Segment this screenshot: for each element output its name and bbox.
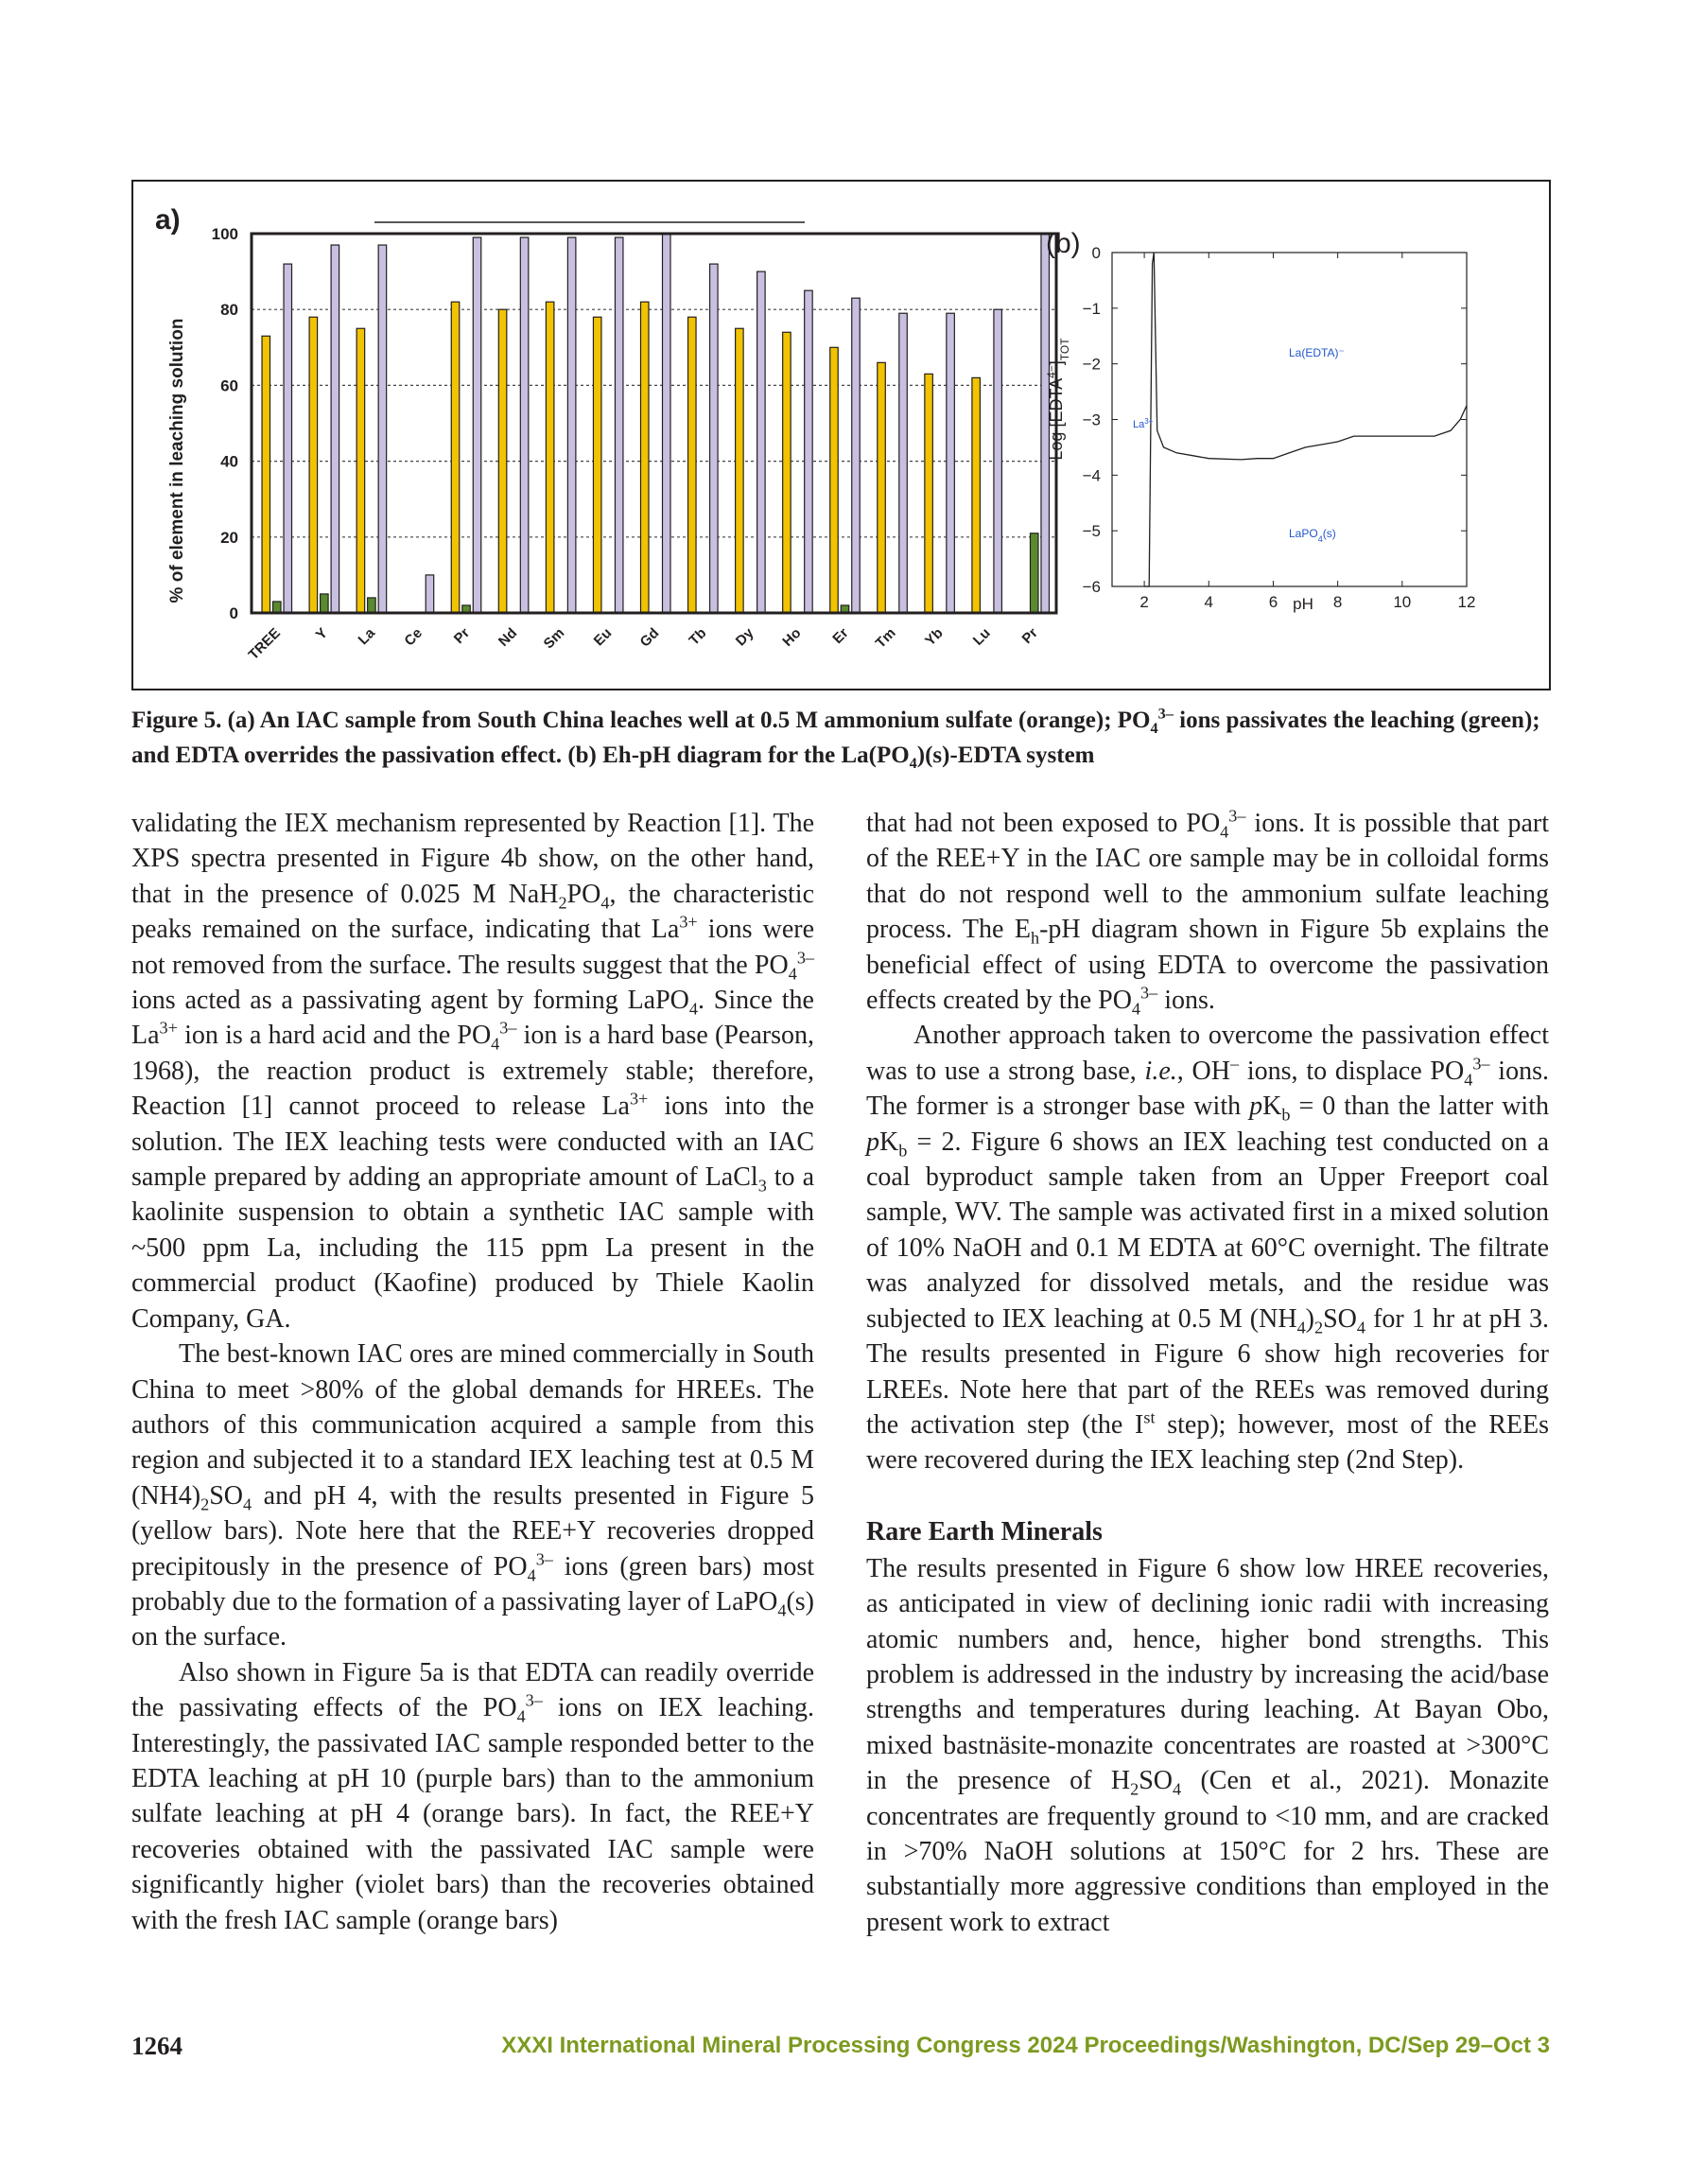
bar-orange [878, 362, 886, 613]
y-tick-label: 0 [1091, 244, 1101, 262]
x-tick-label: 8 [1332, 593, 1343, 611]
x-tick-label: La [355, 624, 378, 649]
x-tick-label: Pr [1018, 624, 1041, 648]
panel-a-label: a) [155, 204, 181, 236]
paragraph: Another approach taken to overcome the passivation effect was to use a strong base, i.e., OH– ions, to displace $PO_4^{3-}$ ions. The former is a stronger base with $pK_b = 0$ than the latter with $pK_b = 2$. Figure 6 shows an IEX leaching test conducted on a coal byproduct sample taken from an Upper Freeport coal sample, WV. The sample was activated first in a mixed solution of 10% NaOH and 0.1 M EDTA at 60°C overnight. The filtrate was analyzed for dissolved metals, and the residue was subjected to IEX leaching at 0.5 M $(NH_4)_2SO_4$ for 1 hr at pH 3. The results presented in Figure 6 show high recoveries for LREEs. Note here that part of the REEs was removed during the activation step (the Ist step); however, most of the REEs were recovered during the IEX leaching step (2nd Step). [866, 1021, 1549, 1476]
bar-orange [498, 309, 507, 613]
y-tick-label: 0 [229, 604, 238, 622]
x-tick-label: 12 [1457, 593, 1476, 611]
paragraph: Also shown in Figure 5a is that EDTA can readily override the passivating effects of the $PO_4^{3-}$ ions on IEX leaching. Interestingly, the passivated IAC sample responded better to the EDTA leaching at pH 10 (purple bars) than to the ammonium sulfate leaching at pH 4 (orange bars). In fact, the REE+Y recoveries obtained with the passivated IAC sample were significantly higher (violet bars) than the recoveries obtained with the fresh IAC sample (orange bars) [131, 1657, 814, 1935]
paragraph: validating the IEX mechanism represented by Reaction [1]. The XPS spectra presented in Figure 4b show, on the other hand, that in the presence of 0.025 M $NaH_2PO_4$, the characteristic peaks remained on the surface, indicating that $La^{3+}$ ions were not removed from the surface. The results suggest that the $PO_4^{3-}$ ions acted as a passivating agent by forming LaPO$_4$. Since the $La^{3+}$ ion is a hard acid and the $PO_4^{3-}$ ion is a hard base (Pearson, 1968), the reaction product is extremely stable; therefore, Reaction [1] cannot proceed to release $La^{3+}$ ions into the solution. The IEX leaching tests were conducted with an IAC sample prepared by adding an appropriate amount of LaCl$_3$ to a kaolinite suspension to obtain a synthetic IAC sample with ~500 ppm La, including the 115 ppm La present in the commercial product (Kaofine) produced by Thiele Kaolin Company, GA. [131, 809, 815, 1334]
bar-purple [947, 313, 955, 613]
panel-b-la3-label: $La^{3+}$ [1133, 416, 1154, 430]
x-tick-label: Y [312, 624, 331, 643]
bar-purple [710, 264, 719, 613]
panel-a-bars [262, 234, 1049, 613]
x-tick-label: Lu [969, 624, 994, 649]
x-tick-label: Dy [732, 624, 757, 650]
bar-purple [615, 237, 623, 613]
bar-purple [284, 264, 292, 613]
bar-orange [688, 317, 697, 613]
bar-purple [757, 271, 766, 613]
figure-caption: Figure 5. (a) An IAC sample from South China leaches well at 0.5 M ammonium sulfate (orange); $PO_4^{3-}$ ions passivates the leaching (green); and EDTA overrides the passivation effect. (b) Eh-pH diagram for the $La(PO_4)(s)$-EDTA system [131, 705, 1540, 772]
panel-a-xticks [246, 624, 1041, 663]
bar-orange [546, 302, 554, 613]
bar-purple [473, 237, 481, 613]
panel-a-ylabel: % of element in leaching solution [167, 318, 187, 603]
x-tick-label: 4 [1204, 593, 1214, 611]
bar-orange [309, 317, 318, 613]
bar-purple [994, 309, 1002, 613]
bar-purple [567, 237, 576, 613]
bar-green [368, 598, 376, 613]
y-tick-label: −2 [1082, 355, 1101, 374]
panel-b-ylabel: Log $[EDTA^{4-}]_{TOT}$ [1045, 338, 1071, 461]
x-tick-label: Sm [540, 624, 568, 653]
bar-purple [331, 245, 339, 613]
x-tick-label: Er [829, 624, 852, 648]
y-tick-label: −4 [1082, 466, 1101, 485]
bar-orange [641, 302, 650, 613]
x-tick-label: Tb [686, 624, 710, 649]
bar-purple [899, 313, 908, 613]
x-tick-label: Ho [779, 624, 805, 650]
y-tick-label: −6 [1082, 578, 1101, 596]
section-heading: Rare Earth Minerals [866, 1516, 1103, 1546]
x-tick-label: Eu [590, 624, 616, 650]
x-tick-label: Nd [495, 624, 521, 650]
bar-orange [357, 328, 365, 613]
x-tick-label: Tm [872, 624, 899, 652]
y-tick-label: −1 [1082, 299, 1101, 318]
bar-purple [663, 234, 671, 613]
bar-purple [852, 298, 861, 613]
x-tick-label: 2 [1139, 593, 1149, 611]
y-tick-label: −5 [1082, 522, 1101, 541]
panel-a-grid [252, 309, 1056, 537]
bar-purple [378, 245, 387, 613]
x-tick-label: Yb [922, 624, 947, 650]
bar-purple [520, 237, 529, 613]
panel-b-label: (b) [1046, 228, 1081, 259]
bar-purple [805, 290, 813, 613]
panel-b-laedta-label: La(EDTA)⁻ [1289, 346, 1345, 359]
body-column-right [866, 806, 1549, 1940]
x-tick-label: Pr [450, 624, 474, 648]
panel-b-lapo4-label: LaPO$_4$(s) [1289, 527, 1336, 544]
bar-orange [925, 374, 933, 613]
x-tick-label: Ce [401, 624, 426, 650]
bar-purple [426, 575, 434, 613]
bar-green [321, 594, 329, 613]
footer-title: XXXI International Mineral Processing Congress 2024 Proceedings/Washington, DC/Sep 29–Oct 3 [501, 2033, 1550, 2058]
x-tick-label: 10 [1393, 593, 1412, 611]
paragraph: The best-known IAC ores are mined commercially in South China to meet >80% of the global demands for HREEs. The authors of this communication acquired a sample from this region and subjected it to a standard IEX leaching test at 0.5 M $(NH4)_2SO_4$ and pH 4, with the results presented in Figure 5 (yellow bars). Note here that the REE+Y recoveries dropped precipitously in the presence of $PO_4^{3-}$ ions (green bars) most probably due to the formation of a passivating layer of LaPO$_4$(s) on the surface. [131, 1339, 814, 1652]
bar-green [1030, 533, 1038, 613]
paragraph: that had not been exposed to $PO_4^{3-}$ ions. It is possible that part of the REE+Y in the IAC ore sample may be in colloidal forms that do not respond well to the ammonium sulfate leaching process. The $E_h-pH$ diagram shown in Figure 5b explains the beneficial effect of using EDTA to overcome the passivation effects created by the $PO_4^{3-}$ ions. [866, 806, 1549, 1019]
bar-orange [736, 328, 744, 613]
bar-orange [262, 336, 270, 613]
bar-orange [830, 347, 839, 613]
y-tick-label: 20 [220, 528, 238, 547]
y-tick-label: 40 [220, 452, 238, 471]
panel-a-plot-frame [252, 234, 1056, 613]
panel-a-yticks [212, 225, 238, 622]
y-tick-label: 60 [220, 376, 238, 395]
page-number: 1264 [131, 2032, 183, 2060]
bar-orange [783, 332, 791, 613]
panel-b-xlabel: pH [1293, 595, 1313, 613]
y-tick-label: 80 [220, 301, 238, 320]
bar-orange [451, 302, 460, 613]
x-tick-label: TREE [245, 624, 284, 664]
bar-orange [972, 377, 981, 613]
figure-5 [131, 180, 1551, 690]
x-tick-label: Gd [636, 624, 663, 651]
bar-orange [593, 317, 601, 613]
bar-green [273, 602, 282, 613]
y-tick-label: −3 [1082, 411, 1101, 429]
paragraph: The results presented in Figure 6 show low HREE recoveries, as anticipated in view of declining ionic radii with increasing atomic numbers and, hence, higher bond strengths. This problem is addressed in the industry by increasing the acid/base strengths and temperatures during leaching. At Bayan Obo, mixed bastnäsite-monazite concentrates are roasted at >300°C in the presence of $H_2SO_4$ (Cen et al., 2021). Monazite concentrates are frequently ground to <10 mm, and are cracked in >70% NaOH solutions at 150°C for 2 hrs. These are substantially more aggressive conditions than employed in the present work to extract [866, 1553, 1550, 1937]
y-tick-label: 100 [211, 225, 238, 243]
figure-svg [133, 182, 1553, 692]
x-tick-label: 6 [1268, 593, 1278, 611]
body-column-left [131, 806, 814, 1938]
